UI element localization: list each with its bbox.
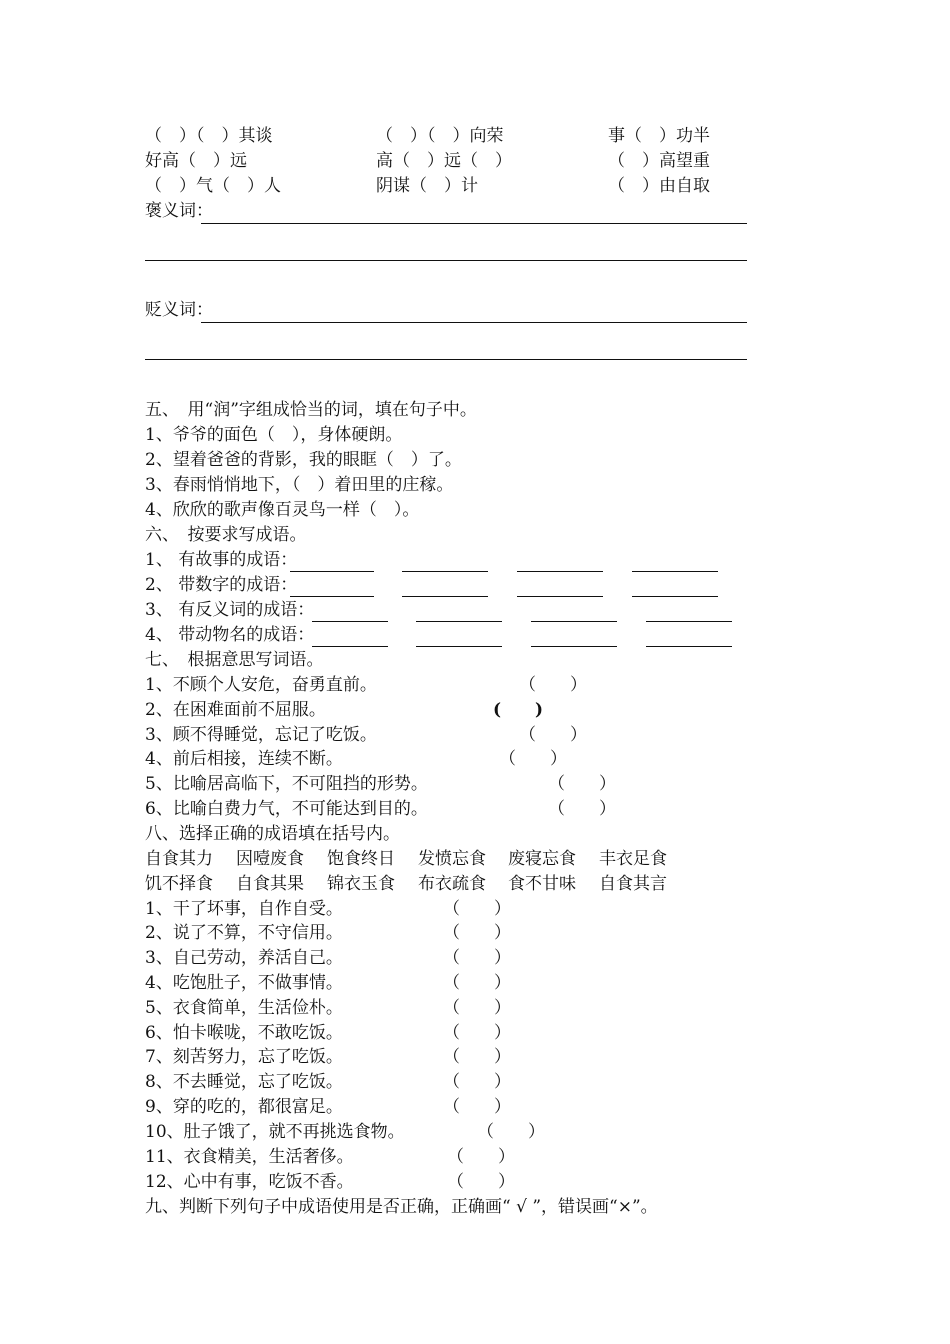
- answer-blank[interactable]: [290, 571, 374, 572]
- answer-bracket[interactable]: （ ）: [443, 1047, 511, 1067]
- answer-bracket[interactable]: （ ）: [447, 1147, 515, 1167]
- idiom-fill-3-3: （ ）由自取: [608, 176, 710, 196]
- section8-item-1: 1、干了坏事，自作自受。: [145, 899, 343, 919]
- answer-blank[interactable]: [632, 596, 718, 597]
- section6-title: 六、 按要求写成语。: [145, 525, 307, 545]
- idiom-option: 食不甘味: [508, 874, 576, 894]
- answer-bracket[interactable]: （ ）: [443, 923, 511, 943]
- section7-title: 七、 根据意思写词语。: [145, 650, 324, 670]
- idiom-option: 因噎废食: [236, 849, 304, 869]
- section8-item-8: 8、不去睡觉，忘了吃饭。: [145, 1072, 343, 1092]
- praise-answer-line-2[interactable]: [145, 260, 747, 261]
- section8-item-4: 4、吃饱肚子，不做事情。: [145, 973, 343, 993]
- idiom-option: 饥不择食: [145, 874, 213, 894]
- answer-blank[interactable]: [531, 621, 617, 622]
- idiom-option: 发愤忘食: [418, 849, 486, 869]
- answer-blank[interactable]: [402, 596, 488, 597]
- section7-item-1: 1、不顾个人安危，奋勇直前。: [145, 675, 377, 695]
- section6-item-4: 4、 带动物名的成语：: [145, 625, 315, 645]
- section8-item-5: 5、衣食简单，生活俭朴。: [145, 998, 343, 1018]
- idiom-option: 自食其言: [599, 874, 667, 894]
- section8-title: 八、选择正确的成语填在括号内。: [145, 824, 400, 844]
- answer-bracket[interactable]: （ ）: [443, 1097, 511, 1117]
- answer-bracket[interactable]: （ ）: [499, 749, 567, 769]
- answer-blank[interactable]: [517, 596, 603, 597]
- answer-bracket[interactable]: （ ）: [519, 725, 587, 745]
- section8-item-11: 11、衣食精美，生活奢侈。: [145, 1147, 354, 1167]
- section8-item-2: 2、说了不算，不守信用。: [145, 923, 343, 943]
- answer-blank[interactable]: [416, 621, 502, 622]
- answer-bracket[interactable]: （ ）: [443, 998, 511, 1018]
- section6-item-1: 1、 有故事的成语：: [145, 550, 298, 570]
- answer-bracket[interactable]: （ ）: [443, 973, 511, 993]
- idiom-fill-1-2: （ ）（ ）向荣: [376, 126, 504, 146]
- idiom-option: 锦衣玉食: [327, 874, 395, 894]
- answer-bracket[interactable]: （ ）: [443, 1072, 511, 1092]
- section8-item-7: 7、刻苦努力，忘了吃饭。: [145, 1047, 343, 1067]
- section7-item-3: 3、顾不得睡觉，忘记了吃饭。: [145, 725, 377, 745]
- idiom-fill-1-1: （ ）（ ）其谈: [145, 126, 273, 146]
- section8-item-12: 12、心中有事，吃饭不香。: [145, 1172, 354, 1192]
- section6-item-3: 3、 有反义词的成语：: [145, 600, 315, 620]
- section6-item-2: 2、 带数字的成语：: [145, 575, 298, 595]
- section8-item-9: 9、穿的吃的，都很富足。: [145, 1097, 343, 1117]
- idiom-fill-2-3: （ ）高望重: [608, 151, 710, 171]
- section8-item-3: 3、自己劳动，养活自己。: [145, 948, 343, 968]
- idiom-option: 自食其力: [145, 849, 213, 869]
- answer-blank[interactable]: [646, 646, 732, 647]
- section9-title: 九、判断下列句子中成语使用是否正确，正确画“ √ ”，错误画“×”。: [145, 1197, 658, 1217]
- answer-blank[interactable]: [646, 621, 732, 622]
- answer-blank[interactable]: [517, 571, 603, 572]
- idiom-fill-1-3: 事（ ）功半: [608, 126, 710, 146]
- idiom-option: 自食其果: [236, 874, 304, 894]
- section5-item-3: 3、春雨悄悄地下，（ ）着田里的庄稼。: [145, 475, 454, 495]
- idiom-option: 布衣疏食: [418, 874, 486, 894]
- answer-blank[interactable]: [290, 596, 374, 597]
- answer-blank[interactable]: [416, 646, 502, 647]
- answer-blank[interactable]: [312, 646, 388, 647]
- answer-bracket[interactable]: （ ）: [477, 1122, 545, 1142]
- section7-item-6: 6、比喻白费力气，不可能达到目的。: [145, 799, 428, 819]
- section5-title: 五、 用“润”字组成恰当的词，填在句子中。: [145, 400, 477, 420]
- praise-label: 褒义词：: [145, 201, 213, 221]
- answer-bracket[interactable]: （ ）: [447, 1172, 515, 1192]
- answer-bracket[interactable]: ( ): [493, 700, 544, 720]
- idiom-option: 丰衣足食: [599, 849, 667, 869]
- idiom-fill-2-1: 好高（ ）远: [145, 151, 247, 171]
- answer-bracket[interactable]: （ ）: [443, 948, 511, 968]
- idiom-option: 废寝忘食: [508, 849, 576, 869]
- derogatory-answer-line-2[interactable]: [145, 359, 747, 360]
- answer-blank[interactable]: [531, 646, 617, 647]
- praise-answer-line[interactable]: [201, 223, 747, 224]
- idiom-fill-3-1: （ ）气（ ）人: [145, 176, 281, 196]
- section5-item-1: 1、爷爷的面色（ ），身体硬朗。: [145, 425, 403, 445]
- answer-bracket[interactable]: （ ）: [443, 1023, 511, 1043]
- section8-item-10: 10、肚子饿了，就不再挑选食物。: [145, 1122, 405, 1142]
- answer-bracket[interactable]: （ ）: [443, 899, 511, 919]
- derogatory-answer-line[interactable]: [201, 322, 747, 323]
- answer-blank[interactable]: [632, 571, 718, 572]
- section7-item-4: 4、前后相接，连续不断。: [145, 749, 343, 769]
- answer-bracket[interactable]: （ ）: [519, 675, 587, 695]
- section7-item-2: 2、在困难面前不屈服。: [145, 700, 326, 720]
- section8-item-6: 6、怕卡喉咙，不敢吃饭。: [145, 1023, 343, 1043]
- section5-item-2: 2、望着爸爸的背影，我的眼眶（ ）了。: [145, 450, 462, 470]
- answer-blank[interactable]: [402, 571, 488, 572]
- idiom-fill-2-2: 高（ ）远（ ）: [376, 151, 512, 171]
- idiom-option: 饱食终日: [327, 849, 395, 869]
- answer-bracket[interactable]: （ ）: [548, 774, 616, 794]
- idiom-fill-3-2: 阴谋（ ）计: [376, 176, 478, 196]
- section7-item-5: 5、比喻居高临下，不可阻挡的形势。: [145, 774, 428, 794]
- derogatory-label: 贬义词：: [145, 300, 213, 320]
- section5-item-4: 4、欣欣的歌声像百灵鸟一样（ ）。: [145, 500, 420, 520]
- answer-blank[interactable]: [312, 621, 388, 622]
- answer-bracket[interactable]: （ ）: [548, 799, 616, 819]
